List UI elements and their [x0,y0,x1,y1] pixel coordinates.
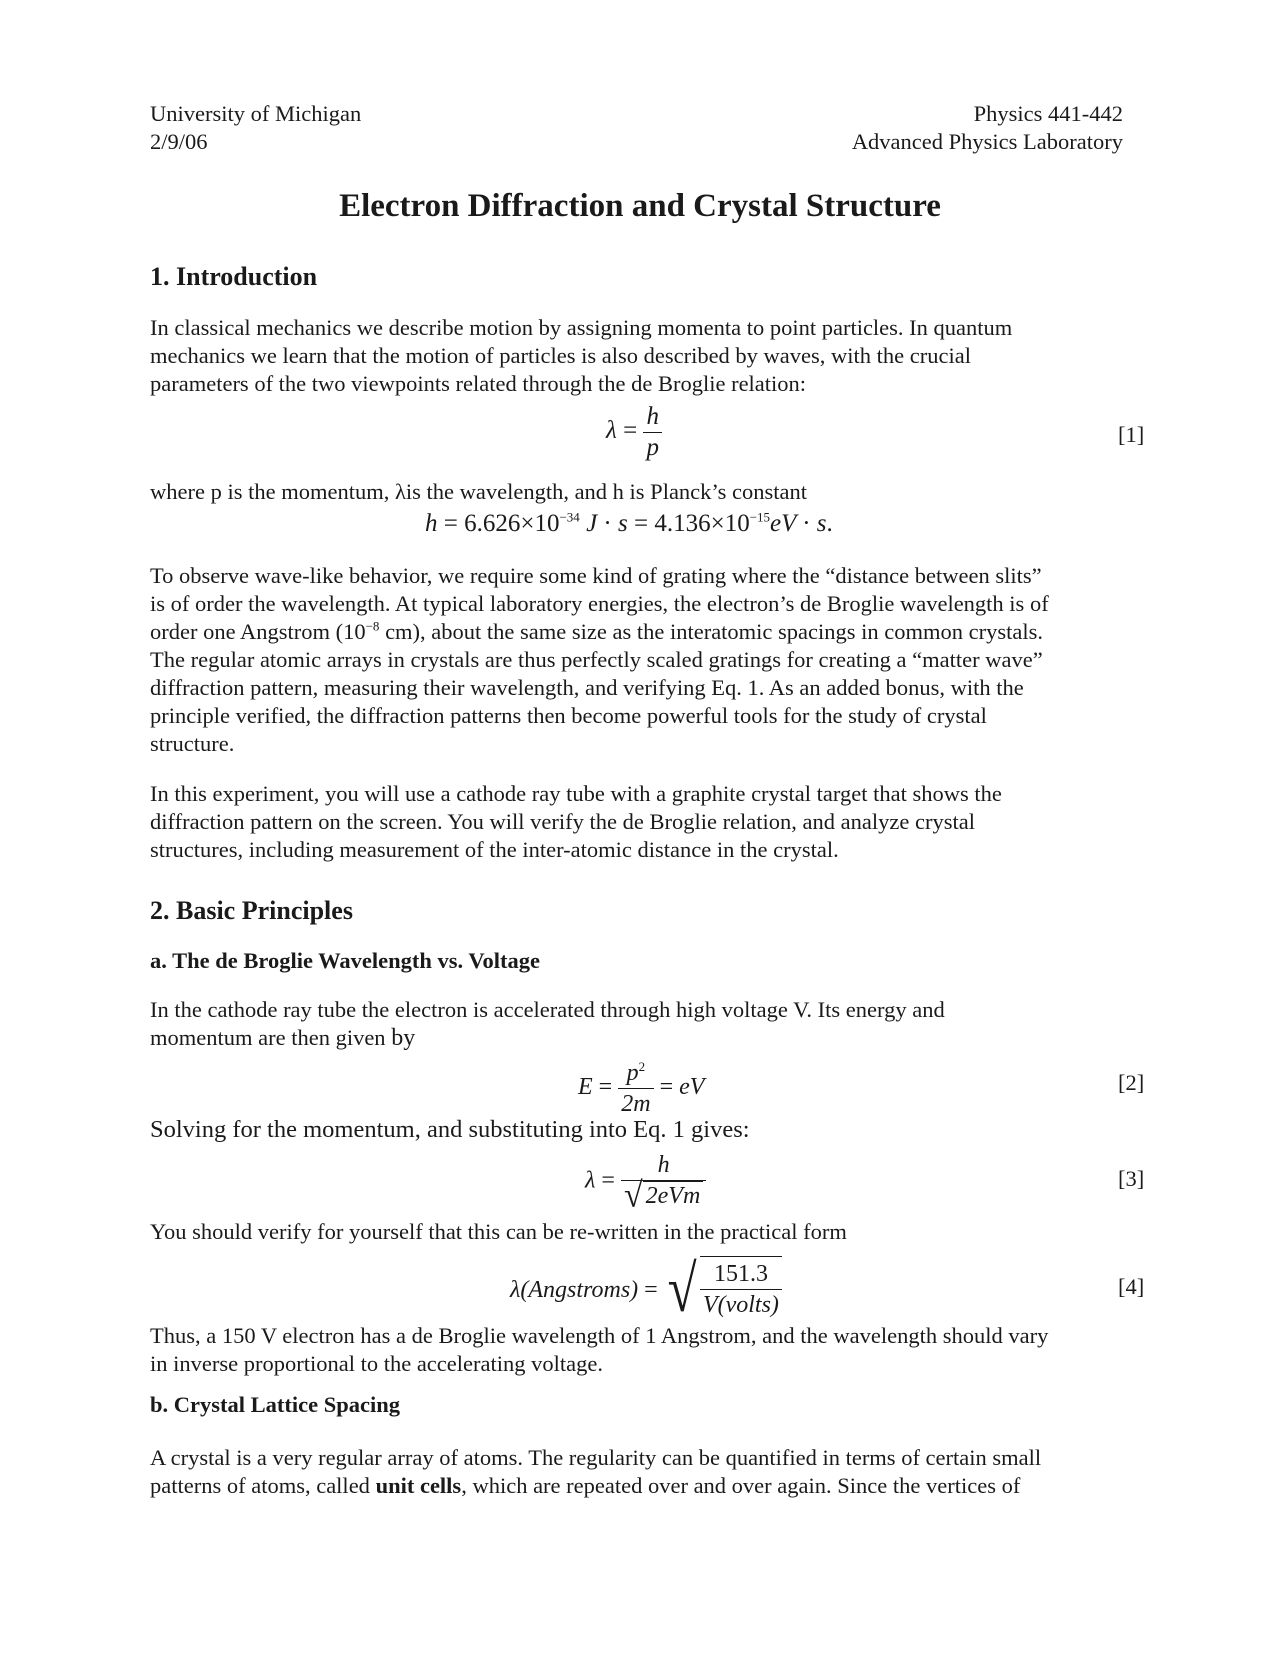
header-date: 2/9/06 [150,129,208,154]
subsection-a-paragraph [150,996,945,1052]
subsection-b-paragraph [150,1444,1041,1500]
planck-constant-equation [425,510,833,538]
dot: · [802,510,811,537]
text-line [150,1472,1041,1500]
text-span: by [391,1025,416,1051]
after-eq1-text: where p is the momentum, λis the wavelength, and h is Planck’s constant [150,479,808,504]
text-line: The regular atomic arrays in crystals are thus perfectly scaled gratings for creating a “matter wave” [150,647,1043,672]
bold-term: unit cells [375,1473,462,1498]
text-line: In the cathode ray tube the electron is accelerated through high voltage V. Its energy and [150,997,945,1022]
value: 6.626 [464,510,521,537]
base-ten: 10 [534,510,560,537]
section-heading-basic-principles: 2. Basic Principles [150,896,353,925]
numerator: h [646,403,659,430]
exponent: −8 [365,618,380,634]
rhs-expression: eV [679,1074,705,1101]
equation-1 [606,402,662,463]
denominator [621,1176,706,1215]
equation-number-1: [1] [1118,422,1145,447]
exponent: −34 [559,509,580,525]
text-line [150,1024,945,1052]
energy-symbol: E [578,1074,593,1101]
momentum-symbol: p [626,1060,639,1086]
text-line: diffraction pattern on the screen. You will verify the de Broglie relation, and analyze crystal [150,809,975,834]
text-line: diffraction pattern, measuring their wavelength, and verifying Eq. 1. As an added bonus, with the [150,675,1024,700]
text-span: , which are repeated over and over again. Since the vertices of [461,1473,1021,1498]
equals-sign: = [659,1074,674,1101]
section-heading-introduction: 1. Introduction [150,262,318,291]
subsection-heading-a: a. The de Broglie Wavelength vs. Voltage [150,948,541,973]
unit: s [816,510,827,537]
fraction [643,402,662,463]
text-line: principle verified, the diffraction patterns then become powerful tools for the study of crystal [150,703,987,728]
numerator: 151.3 [713,1261,768,1287]
header-course: Physics 441-442 [973,101,1123,126]
equals-sign: = [623,417,638,445]
equation-2 [578,1058,704,1119]
fraction [618,1058,653,1119]
text-line: structure. [150,731,235,756]
text-span: momentum are then given [150,1025,392,1050]
intro-paragraph-3 [150,780,1002,864]
fraction [621,1150,706,1214]
dot: · [603,510,612,537]
equals-sign: = [633,510,649,537]
equals-sign: = [598,1074,613,1101]
subsection-heading-b: b. Crystal Lattice Spacing [150,1392,400,1417]
equals-sign: = [601,1167,615,1194]
base-ten: 10 [724,510,750,537]
radicand: 2eVm [643,1181,704,1211]
equation-number-4: [4] [1118,1274,1145,1299]
text-line: A crystal is a very regular array of atoms. The regularity can be quantified in terms of certain small [150,1445,1042,1470]
text-span: patterns of atoms, called [150,1473,376,1498]
text-line: parameters of the two viewpoints related through the de Broglie relation: [150,371,807,396]
square-root [623,1176,703,1215]
numerator [624,1058,649,1088]
thus-paragraph [150,1322,1048,1378]
text-span: cm), about the same size as the interatomic spacings in common crystals. [379,619,1044,644]
exponent: 2 [638,1059,646,1074]
equation-4 [510,1253,782,1326]
equals-sign: = [644,1276,658,1303]
text-line: In classical mechanics we describe motion by assigning momenta to point particles. In quantum [150,315,1013,340]
fraction [700,1256,782,1324]
equation-number-3: [3] [1118,1166,1145,1191]
period: . [826,510,833,537]
intro-paragraph-2 [150,562,1049,758]
unit: s [618,510,628,537]
page-title: Electron Diffraction and Crystal Structure [339,188,941,224]
times-sign: × [520,510,535,537]
text-line: mechanics we learn that the motion of particles is also described by waves, with the crucial [150,343,971,368]
text-span: order one Angstrom (10 [150,619,366,644]
radical-sign-icon: √ [667,1253,697,1326]
lambda-angstroms: λ(Angstroms) [510,1276,639,1303]
text-line: In this experiment, you will use a cathode ray tube with a graphite crystal target that shows the [150,781,1002,806]
verify-text: You should verify for yourself that this can be re-written in the practical form [150,1219,847,1244]
unit: J [586,510,598,537]
times-sign: × [710,510,725,537]
text-line [150,618,1049,646]
lambda-symbol: λ [585,1167,596,1194]
text-line: Thus, a 150 V electron has a de Broglie wavelength of 1 Angstrom, and the wavelength should vary [150,1323,1049,1348]
exponent: −15 [749,509,771,525]
denominator: 2m [618,1088,653,1119]
h-symbol: h [425,510,438,537]
lambda-symbol: λ [606,417,617,445]
square-root [664,1253,782,1326]
header-institution: University of Michigan [150,101,362,126]
value: 4.136 [654,510,711,537]
radical-sign-icon: √ [623,1176,643,1215]
text-line: structures, including measurement of the inter-atomic distance in the crystal. [150,837,839,862]
unit: eV [770,510,796,537]
header-course-title: Advanced Physics Laboratory [851,129,1123,154]
equals-sign: = [443,510,458,537]
intro-paragraph-1 [150,314,1012,398]
denominator: p [643,432,662,463]
equation-number-2: [2] [1118,1070,1145,1095]
text-line: To observe wave-like behavior, we require some kind of grating where the “distance between slits” [150,563,1042,588]
equation-3 [585,1150,706,1214]
text-line: is of order the wavelength. At typical laboratory energies, the electron’s de Broglie wavelength is of [150,591,1049,616]
numerator: h [657,1152,670,1178]
text-line: in inverse proportional to the accelerating voltage. [150,1351,603,1376]
solving-text: Solving for the momentum, and substituting into Eq. 1 gives: [150,1116,750,1143]
denominator: V(volts) [700,1289,782,1320]
